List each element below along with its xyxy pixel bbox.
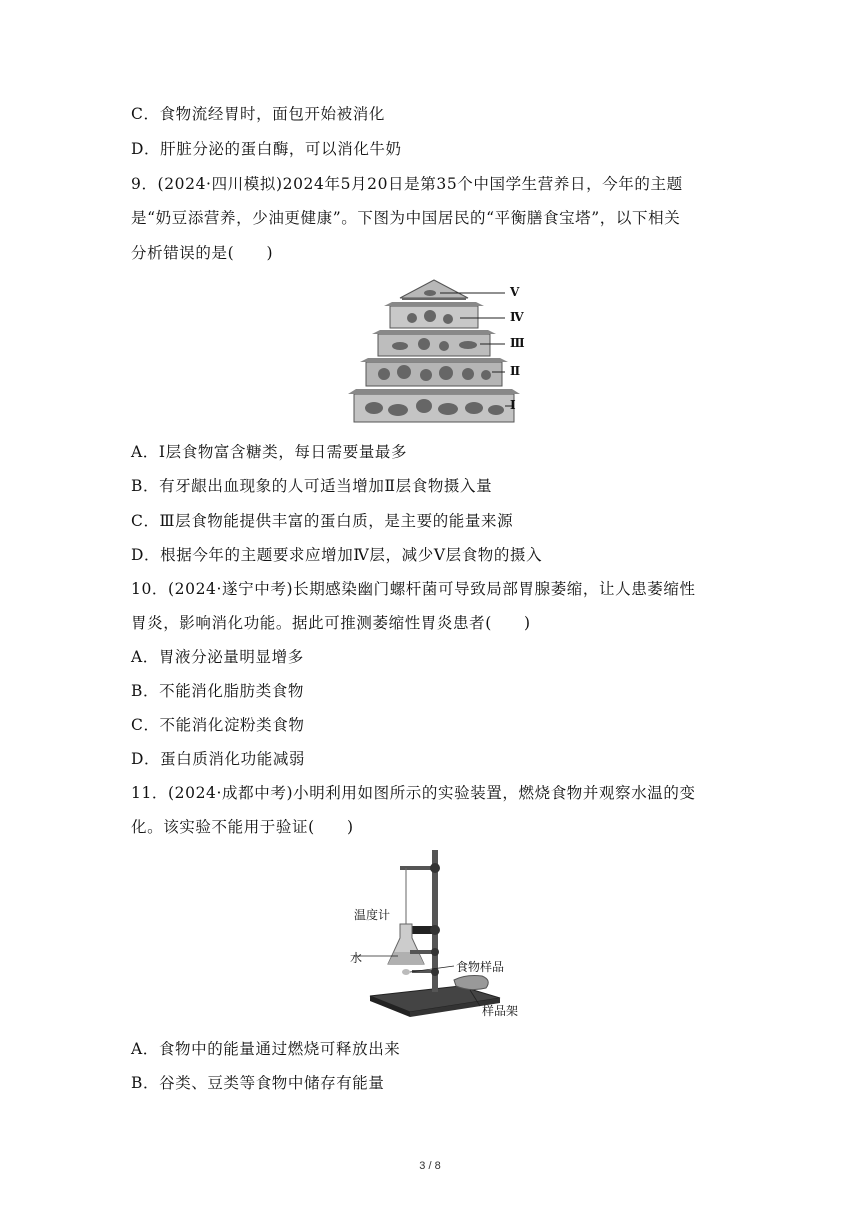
thermometer-label: 温度计 (354, 908, 391, 922)
q9-option-b: B．有牙龈出血现象的人可适当增加Ⅱ层食物摄入量 (131, 477, 493, 495)
q9-option-d: D．根据今年的主题要求应增加Ⅳ层，减少Ⅴ层食物的摄入 (131, 546, 543, 564)
sample-holder-label: 样品架 (482, 1004, 519, 1018)
q9-stem-line3: 分析错误的是( ) (131, 244, 274, 262)
pyramid-label-v: Ⅴ (510, 285, 520, 299)
food-sample-label: 食物样品 (456, 960, 505, 974)
q10-option-c: C．不能消化淀粉类食物 (131, 716, 305, 734)
water-label: 水 (350, 951, 363, 965)
pyramid-label-ii: Ⅱ (510, 364, 521, 378)
q11-stem-line2: 化。该实验不能用于验证( ) (131, 818, 354, 836)
page-number: 3 / 8 (419, 1160, 441, 1172)
q11-stem-line1: 11．(2024·成都中考)小明利用如图所示的实验装置，燃烧食物并观察水温的变 (131, 784, 696, 802)
combustion-apparatus-figure (350, 846, 530, 1026)
q10-option-d: D．蛋白质消化功能减弱 (131, 750, 306, 768)
q8-option-c: C．食物流经胃时，面包开始被消化 (131, 105, 385, 123)
q8-option-d: D．肝脏分泌的蛋白酶，可以消化牛奶 (131, 140, 402, 158)
q10-stem-line2: 胃炎，影响消化功能。据此可推测萎缩性胃炎患者( ) (131, 614, 531, 632)
q9-stem-line1: 9．(2024·四川模拟)2024年5月20日是第35个中国学生营养日，今年的主题 (131, 175, 683, 193)
pyramid-label-iv: Ⅳ (510, 310, 524, 324)
pyramid-label-iii: Ⅲ (510, 336, 525, 350)
pyramid-label-i: Ⅰ (510, 398, 516, 412)
q10-stem-line1: 10．(2024·遂宁中考)长期感染幽门螺杆菌可导致局部胃腺萎缩，让人患萎缩性 (131, 580, 696, 598)
q10-option-a: A．胃液分泌量明显增多 (131, 648, 304, 666)
q10-option-b: B．不能消化脂肪类食物 (131, 682, 304, 700)
q9-stem-line2: 是“奶豆添营养，少油更健康”。下图为中国居民的“平衡膳食宝塔”，以下相关 (131, 209, 681, 227)
food-pyramid-figure (340, 278, 540, 428)
q11-option-a: A．食物中的能量通过燃烧可释放出来 (131, 1040, 401, 1058)
q9-option-a: A．Ⅰ层食物富含糖类，每日需要量最多 (131, 443, 408, 461)
q11-option-b: B．谷类、豆类等食物中储存有能量 (131, 1074, 385, 1092)
q9-option-c: C．Ⅲ层食物能提供丰富的蛋白质，是主要的能量来源 (131, 512, 514, 530)
apparatus-drawing (350, 846, 530, 1026)
